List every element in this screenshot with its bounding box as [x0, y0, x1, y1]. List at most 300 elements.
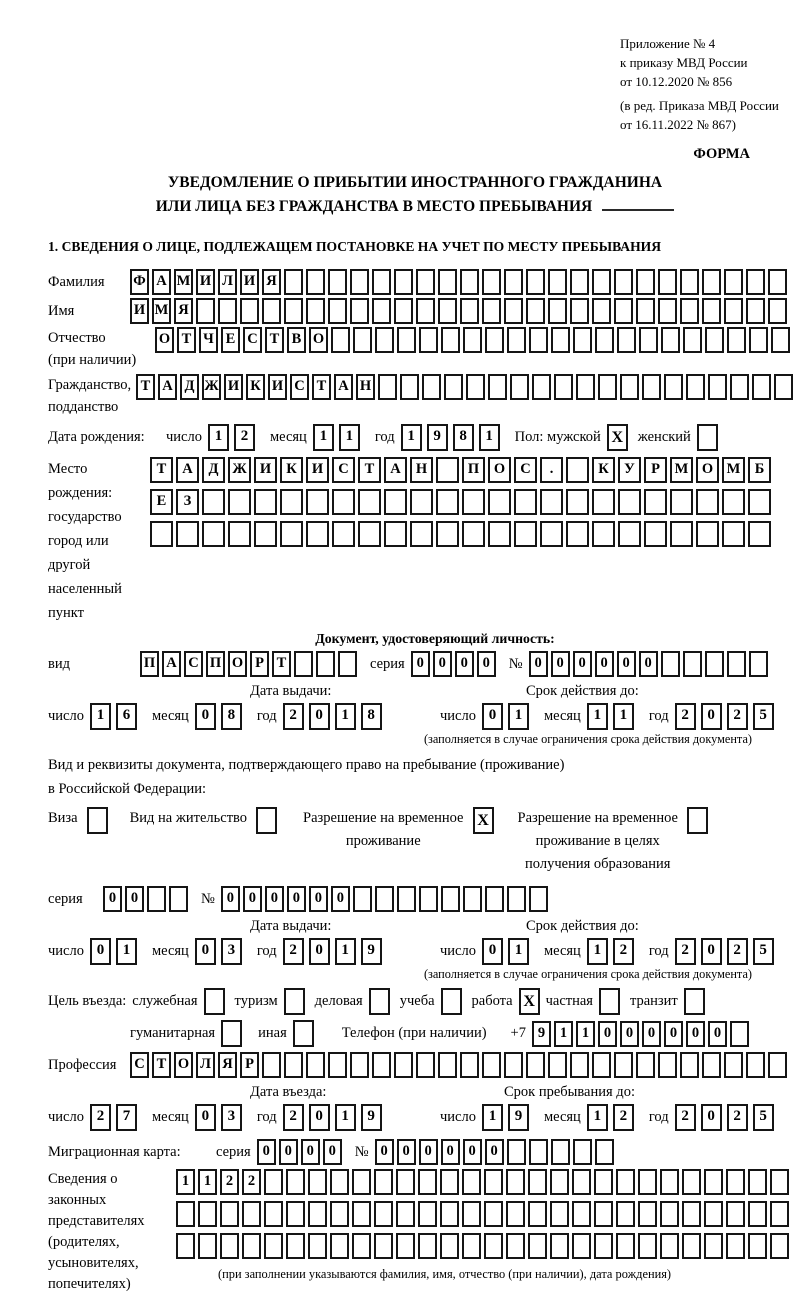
char-cell[interactable]	[540, 489, 563, 515]
char-cell[interactable]	[436, 521, 459, 547]
char-cell[interactable]	[748, 521, 771, 547]
char-cell[interactable]	[264, 1233, 283, 1259]
char-cell[interactable]	[528, 1169, 547, 1195]
char-cell[interactable]	[614, 269, 633, 295]
char-cell[interactable]	[440, 1233, 459, 1259]
char-cell[interactable]	[397, 327, 416, 353]
char-cell[interactable]	[594, 1233, 613, 1259]
char-cell[interactable]	[350, 1052, 369, 1078]
char-cell[interactable]	[328, 1052, 347, 1078]
char-cell[interactable]	[372, 1052, 391, 1078]
char-cell[interactable]: Л	[218, 269, 237, 295]
visa-checkbox[interactable]	[87, 807, 108, 834]
char-cell[interactable]	[507, 886, 526, 912]
char-cell[interactable]	[378, 374, 397, 400]
char-cell[interactable]	[506, 1169, 525, 1195]
char-cell[interactable]	[353, 886, 372, 912]
char-cell[interactable]	[660, 1169, 679, 1195]
char-cell[interactable]	[730, 1021, 749, 1047]
char-cell[interactable]: 1	[401, 424, 422, 451]
char-cell[interactable]: 6	[116, 703, 137, 730]
char-cell[interactable]	[436, 457, 459, 483]
char-cell[interactable]	[396, 1233, 415, 1259]
char-cell[interactable]: Я	[262, 269, 281, 295]
char-cell[interactable]	[460, 269, 479, 295]
char-cell[interactable]	[682, 1169, 701, 1195]
char-cell[interactable]	[441, 886, 460, 912]
purpose-transit-checkbox[interactable]	[684, 988, 705, 1015]
char-cell[interactable]	[618, 521, 641, 547]
char-cell[interactable]	[572, 1233, 591, 1259]
char-cell[interactable]	[726, 1233, 745, 1259]
char-cell[interactable]	[394, 1052, 413, 1078]
char-cell[interactable]	[484, 1201, 503, 1227]
char-cell[interactable]: 0	[441, 1139, 460, 1165]
char-cell[interactable]	[708, 374, 727, 400]
purpose-business-checkbox[interactable]	[369, 988, 390, 1015]
char-cell[interactable]	[726, 1169, 745, 1195]
char-cell[interactable]	[284, 269, 303, 295]
char-cell[interactable]	[548, 269, 567, 295]
char-cell[interactable]	[419, 327, 438, 353]
char-cell[interactable]: М	[152, 298, 171, 324]
char-cell[interactable]: 0	[708, 1021, 727, 1047]
char-cell[interactable]: 2	[613, 1104, 634, 1131]
char-cell[interactable]	[466, 374, 485, 400]
char-cell[interactable]	[440, 1169, 459, 1195]
char-cell[interactable]	[176, 1233, 195, 1259]
char-cell[interactable]	[328, 298, 347, 324]
purpose-official-checkbox[interactable]	[204, 988, 225, 1015]
char-cell[interactable]	[570, 298, 589, 324]
purpose-other-checkbox[interactable]	[293, 1020, 314, 1047]
char-cell[interactable]: З	[176, 489, 199, 515]
char-cell[interactable]: 1	[335, 938, 356, 965]
char-cell[interactable]	[397, 886, 416, 912]
char-cell[interactable]	[358, 521, 381, 547]
representatives-row1-cells[interactable]	[176, 1169, 792, 1195]
char-cell[interactable]	[770, 1169, 789, 1195]
char-cell[interactable]: К	[280, 457, 303, 483]
char-cell[interactable]	[572, 1201, 591, 1227]
doc-number-cells[interactable]	[529, 651, 771, 677]
char-cell[interactable]	[746, 1052, 765, 1078]
char-cell[interactable]: 0	[309, 886, 328, 912]
char-cell[interactable]: 1	[587, 938, 608, 965]
char-cell[interactable]	[592, 521, 615, 547]
char-cell[interactable]	[705, 651, 724, 677]
migration-series-cells[interactable]	[257, 1139, 345, 1165]
char-cell[interactable]	[280, 489, 303, 515]
char-cell[interactable]	[748, 1233, 767, 1259]
char-cell[interactable]	[176, 521, 199, 547]
char-cell[interactable]	[353, 327, 372, 353]
char-cell[interactable]: Н	[356, 374, 375, 400]
char-cell[interactable]: Б	[748, 457, 771, 483]
char-cell[interactable]: И	[268, 374, 287, 400]
expiry-month-cells[interactable]	[587, 703, 639, 730]
profession-cells[interactable]	[130, 1052, 790, 1078]
char-cell[interactable]: 0	[287, 886, 306, 912]
char-cell[interactable]	[550, 1201, 569, 1227]
char-cell[interactable]: Т	[272, 651, 291, 677]
char-cell[interactable]: 0	[397, 1139, 416, 1165]
char-cell[interactable]: 0	[477, 651, 496, 677]
temp-residence-checkbox[interactable]: X	[473, 807, 494, 834]
char-cell[interactable]	[551, 327, 570, 353]
char-cell[interactable]	[488, 489, 511, 515]
char-cell[interactable]: С	[290, 374, 309, 400]
char-cell[interactable]: 1	[613, 703, 634, 730]
char-cell[interactable]: 5	[753, 703, 774, 730]
char-cell[interactable]	[724, 1052, 743, 1078]
char-cell[interactable]	[661, 651, 680, 677]
char-cell[interactable]	[696, 489, 719, 515]
char-cell[interactable]	[220, 1233, 239, 1259]
char-cell[interactable]	[330, 1201, 349, 1227]
char-cell[interactable]: О	[155, 327, 174, 353]
char-cell[interactable]	[504, 298, 523, 324]
char-cell[interactable]: П	[140, 651, 159, 677]
char-cell[interactable]	[540, 521, 563, 547]
char-cell[interactable]	[306, 298, 325, 324]
char-cell[interactable]	[306, 269, 325, 295]
char-cell[interactable]: 2	[675, 938, 696, 965]
char-cell[interactable]: 0	[375, 1139, 394, 1165]
until-year-cells[interactable]	[675, 1104, 779, 1131]
until-month-cells[interactable]	[587, 1104, 639, 1131]
char-cell[interactable]	[264, 1201, 283, 1227]
char-cell[interactable]	[748, 489, 771, 515]
issue-year-cells[interactable]	[283, 938, 387, 965]
char-cell[interactable]	[374, 1169, 393, 1195]
char-cell[interactable]	[683, 327, 702, 353]
char-cell[interactable]	[529, 1139, 548, 1165]
char-cell[interactable]: 0	[195, 1104, 216, 1131]
char-cell[interactable]	[680, 269, 699, 295]
char-cell[interactable]: М	[670, 457, 693, 483]
char-cell[interactable]: 2	[220, 1169, 239, 1195]
char-cell[interactable]: 0	[620, 1021, 639, 1047]
char-cell[interactable]: Р	[644, 457, 667, 483]
char-cell[interactable]	[614, 298, 633, 324]
surname-cells[interactable]	[130, 269, 790, 295]
char-cell[interactable]: 0	[279, 1139, 298, 1165]
char-cell[interactable]	[617, 327, 636, 353]
char-cell[interactable]: Я	[218, 1052, 237, 1078]
char-cell[interactable]	[616, 1201, 635, 1227]
char-cell[interactable]: 0	[103, 886, 122, 912]
char-cell[interactable]	[727, 651, 746, 677]
char-cell[interactable]	[526, 1052, 545, 1078]
char-cell[interactable]	[746, 298, 765, 324]
char-cell[interactable]: Т	[265, 327, 284, 353]
char-cell[interactable]	[462, 1201, 481, 1227]
residence-permit-checkbox[interactable]	[256, 807, 277, 834]
char-cell[interactable]	[416, 269, 435, 295]
until-day-cells[interactable]	[482, 1104, 534, 1131]
char-cell[interactable]: 1	[339, 424, 360, 451]
char-cell[interactable]: 2	[727, 938, 748, 965]
char-cell[interactable]	[660, 1201, 679, 1227]
char-cell[interactable]	[670, 489, 693, 515]
char-cell[interactable]	[422, 374, 441, 400]
char-cell[interactable]	[308, 1201, 327, 1227]
char-cell[interactable]	[202, 489, 225, 515]
char-cell[interactable]	[620, 374, 639, 400]
char-cell[interactable]: 0	[309, 938, 330, 965]
char-cell[interactable]	[514, 489, 537, 515]
char-cell[interactable]	[554, 374, 573, 400]
char-cell[interactable]: А	[152, 269, 171, 295]
char-cell[interactable]: 7	[116, 1104, 137, 1131]
char-cell[interactable]	[595, 1139, 614, 1165]
char-cell[interactable]	[705, 327, 724, 353]
char-cell[interactable]: 2	[283, 938, 304, 965]
char-cell[interactable]	[198, 1201, 217, 1227]
char-cell[interactable]	[384, 489, 407, 515]
char-cell[interactable]	[592, 1052, 611, 1078]
char-cell[interactable]	[418, 1201, 437, 1227]
char-cell[interactable]	[638, 1201, 657, 1227]
char-cell[interactable]	[768, 1052, 787, 1078]
char-cell[interactable]: С	[514, 457, 537, 483]
char-cell[interactable]	[771, 327, 790, 353]
char-cell[interactable]: 1	[508, 703, 529, 730]
birth-day-cells[interactable]	[208, 424, 260, 451]
char-cell[interactable]	[444, 374, 463, 400]
char-cell[interactable]	[770, 1233, 789, 1259]
char-cell[interactable]	[280, 521, 303, 547]
char-cell[interactable]	[722, 489, 745, 515]
char-cell[interactable]	[770, 1201, 789, 1227]
char-cell[interactable]: С	[130, 1052, 149, 1078]
char-cell[interactable]	[202, 521, 225, 547]
char-cell[interactable]	[702, 1052, 721, 1078]
char-cell[interactable]	[358, 489, 381, 515]
char-cell[interactable]: 0	[551, 651, 570, 677]
char-cell[interactable]	[661, 327, 680, 353]
char-cell[interactable]: С	[184, 651, 203, 677]
char-cell[interactable]: 1	[313, 424, 334, 451]
residence-series-cells[interactable]	[103, 886, 191, 912]
char-cell[interactable]: 1	[508, 938, 529, 965]
char-cell[interactable]	[616, 1233, 635, 1259]
char-cell[interactable]	[528, 1233, 547, 1259]
char-cell[interactable]: 0	[221, 886, 240, 912]
char-cell[interactable]: 1	[198, 1169, 217, 1195]
char-cell[interactable]	[286, 1201, 305, 1227]
char-cell[interactable]	[670, 521, 693, 547]
expiry-year-cells[interactable]	[675, 938, 779, 965]
char-cell[interactable]	[418, 1169, 437, 1195]
char-cell[interactable]	[594, 1201, 613, 1227]
char-cell[interactable]: 0	[639, 651, 658, 677]
char-cell[interactable]: 0	[482, 703, 503, 730]
char-cell[interactable]	[484, 1233, 503, 1259]
char-cell[interactable]	[218, 298, 237, 324]
char-cell[interactable]	[636, 1052, 655, 1078]
expiry-day-cells[interactable]	[482, 703, 534, 730]
char-cell[interactable]: 9	[508, 1104, 529, 1131]
char-cell[interactable]	[594, 1169, 613, 1195]
char-cell[interactable]: 0	[529, 651, 548, 677]
char-cell[interactable]: 2	[283, 1104, 304, 1131]
char-cell[interactable]: 0	[686, 1021, 705, 1047]
char-cell[interactable]	[722, 521, 745, 547]
char-cell[interactable]: Н	[410, 457, 433, 483]
char-cell[interactable]	[507, 327, 526, 353]
char-cell[interactable]: 0	[701, 703, 722, 730]
char-cell[interactable]	[350, 269, 369, 295]
char-cell[interactable]: Е	[221, 327, 240, 353]
char-cell[interactable]: А	[176, 457, 199, 483]
char-cell[interactable]: О	[696, 457, 719, 483]
char-cell[interactable]	[463, 327, 482, 353]
birth-month-cells[interactable]	[313, 424, 365, 451]
char-cell[interactable]	[550, 1169, 569, 1195]
char-cell[interactable]	[592, 298, 611, 324]
char-cell[interactable]	[264, 1169, 283, 1195]
char-cell[interactable]	[482, 298, 501, 324]
char-cell[interactable]	[595, 327, 614, 353]
char-cell[interactable]	[228, 489, 251, 515]
char-cell[interactable]: 0	[701, 1104, 722, 1131]
expiry-month-cells[interactable]	[587, 938, 639, 965]
issue-month-cells[interactable]	[195, 938, 247, 965]
char-cell[interactable]: 0	[265, 886, 284, 912]
char-cell[interactable]	[506, 1233, 525, 1259]
char-cell[interactable]: 0	[323, 1139, 342, 1165]
char-cell[interactable]	[410, 521, 433, 547]
char-cell[interactable]	[686, 374, 705, 400]
char-cell[interactable]: 0	[455, 651, 474, 677]
purpose-tourism-checkbox[interactable]	[284, 988, 305, 1015]
char-cell[interactable]: Д	[180, 374, 199, 400]
char-cell[interactable]	[394, 298, 413, 324]
char-cell[interactable]	[658, 1052, 677, 1078]
char-cell[interactable]	[638, 1169, 657, 1195]
char-cell[interactable]: 1	[587, 703, 608, 730]
char-cell[interactable]	[746, 269, 765, 295]
issue-day-cells[interactable]	[90, 703, 142, 730]
char-cell[interactable]: 0	[411, 651, 430, 677]
char-cell[interactable]: Я	[174, 298, 193, 324]
char-cell[interactable]: Т	[358, 457, 381, 483]
char-cell[interactable]: 2	[283, 703, 304, 730]
char-cell[interactable]: 2	[242, 1169, 261, 1195]
char-cell[interactable]: 3	[221, 938, 242, 965]
char-cell[interactable]	[573, 1139, 592, 1165]
char-cell[interactable]	[150, 521, 173, 547]
char-cell[interactable]: 1	[208, 424, 229, 451]
char-cell[interactable]	[550, 1233, 569, 1259]
char-cell[interactable]	[416, 1052, 435, 1078]
char-cell[interactable]	[752, 374, 771, 400]
char-cell[interactable]: Ж	[202, 374, 221, 400]
char-cell[interactable]	[462, 1233, 481, 1259]
char-cell[interactable]: 1	[335, 703, 356, 730]
char-cell[interactable]	[330, 1169, 349, 1195]
char-cell[interactable]	[384, 521, 407, 547]
migration-number-cells[interactable]	[375, 1139, 617, 1165]
char-cell[interactable]	[572, 1169, 591, 1195]
char-cell[interactable]: 0	[598, 1021, 617, 1047]
char-cell[interactable]	[616, 1169, 635, 1195]
char-cell[interactable]	[644, 489, 667, 515]
char-cell[interactable]: Ж	[228, 457, 251, 483]
char-cell[interactable]: В	[287, 327, 306, 353]
char-cell[interactable]	[658, 298, 677, 324]
char-cell[interactable]	[242, 1233, 261, 1259]
char-cell[interactable]	[372, 298, 391, 324]
char-cell[interactable]: 0	[257, 1139, 276, 1165]
char-cell[interactable]	[286, 1233, 305, 1259]
firstname-cells[interactable]	[130, 298, 790, 324]
char-cell[interactable]	[485, 886, 504, 912]
citizenship-cells[interactable]	[136, 374, 796, 400]
char-cell[interactable]: О	[309, 327, 328, 353]
char-cell[interactable]: 0	[642, 1021, 661, 1047]
char-cell[interactable]: 0	[433, 651, 452, 677]
char-cell[interactable]	[484, 1169, 503, 1195]
char-cell[interactable]	[462, 489, 485, 515]
residence-number-cells[interactable]	[221, 886, 551, 912]
char-cell[interactable]	[374, 1233, 393, 1259]
char-cell[interactable]	[338, 651, 357, 677]
representatives-row3-cells[interactable]	[176, 1233, 792, 1259]
char-cell[interactable]	[438, 269, 457, 295]
char-cell[interactable]: 1	[482, 1104, 503, 1131]
char-cell[interactable]: 0	[331, 886, 350, 912]
char-cell[interactable]	[147, 886, 166, 912]
char-cell[interactable]	[526, 298, 545, 324]
char-cell[interactable]: 0	[90, 938, 111, 965]
char-cell[interactable]	[308, 1233, 327, 1259]
char-cell[interactable]	[526, 269, 545, 295]
entry-month-cells[interactable]	[195, 1104, 247, 1131]
char-cell[interactable]: 5	[753, 1104, 774, 1131]
char-cell[interactable]	[254, 521, 277, 547]
char-cell[interactable]	[375, 327, 394, 353]
char-cell[interactable]: У	[618, 457, 641, 483]
char-cell[interactable]: 8	[221, 703, 242, 730]
char-cell[interactable]	[727, 327, 746, 353]
doc-type-cells[interactable]	[140, 651, 360, 677]
char-cell[interactable]	[440, 1201, 459, 1227]
char-cell[interactable]: 0	[243, 886, 262, 912]
char-cell[interactable]	[419, 886, 438, 912]
char-cell[interactable]: Р	[240, 1052, 259, 1078]
char-cell[interactable]	[438, 298, 457, 324]
char-cell[interactable]: Е	[150, 489, 173, 515]
char-cell[interactable]: Т	[136, 374, 155, 400]
char-cell[interactable]: А	[384, 457, 407, 483]
char-cell[interactable]	[284, 1052, 303, 1078]
char-cell[interactable]	[332, 521, 355, 547]
char-cell[interactable]: 9	[427, 424, 448, 451]
char-cell[interactable]	[196, 298, 215, 324]
char-cell[interactable]	[592, 489, 615, 515]
char-cell[interactable]: 0	[482, 938, 503, 965]
char-cell[interactable]	[198, 1233, 217, 1259]
char-cell[interactable]	[460, 1052, 479, 1078]
expiry-day-cells[interactable]	[482, 938, 534, 965]
birthplace-row2-cells[interactable]	[150, 489, 774, 515]
char-cell[interactable]	[704, 1169, 723, 1195]
char-cell[interactable]	[548, 298, 567, 324]
char-cell[interactable]	[438, 1052, 457, 1078]
